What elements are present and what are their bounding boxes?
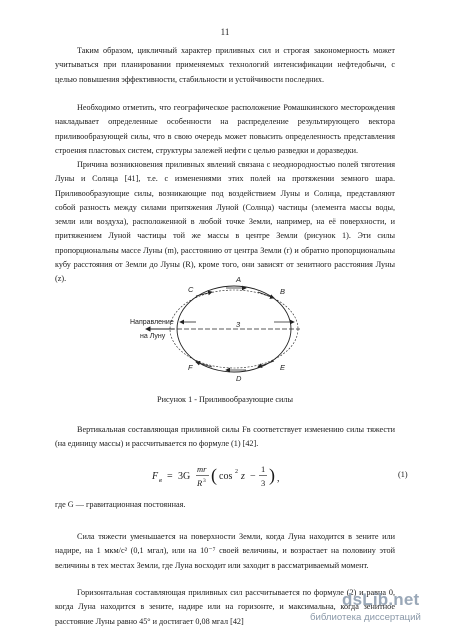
- formula-func-exp: 2: [235, 469, 238, 475]
- formula-frac-den: R: [197, 478, 203, 488]
- formula-func: cos: [219, 471, 233, 482]
- label-d: D: [236, 374, 242, 383]
- formula-minus-num: 1: [261, 464, 266, 474]
- paragraph-2: Необходимо отметить, что географическое расположение Ромашкинского месторождения накладывает определенные особенности на распределение результирующего вектора приливообразующей силы, что в свою очередь может повысить определенность представления строения пластовых систем, структуры залежей нефти с целью разведки и доразведки.: [55, 103, 395, 155]
- formula-lhs-sub: в: [159, 477, 162, 484]
- svg-text:,: ,: [277, 473, 280, 484]
- page-number: 11: [220, 27, 230, 37]
- formula-var: z: [241, 471, 245, 482]
- formula-frac-num: mr: [197, 464, 207, 474]
- label-e: E: [280, 363, 286, 372]
- label-f: F: [188, 363, 193, 372]
- watermark: [308, 590, 448, 634]
- formula-lhs: F: [152, 471, 159, 482]
- label-a: A: [236, 275, 242, 284]
- force-arrow-f: [196, 362, 212, 367]
- tidal-forces-figure: [130, 272, 315, 384]
- label-center: 3: [236, 320, 241, 329]
- paragraph-3: Причина возникновения приливных явлений связана с неоднородностью полей тяготения Луны и Солнца [41], т.е. с изменениями этих полей на протяжении земного шара. Приливообразующие силы, возникающие под воздействием Луны и Солнца, представляют собой разность между силами притяжения Луной (Солнца) частицы (элемента массы воды, земли или воздуха), расположенной в любой точке Земли, например, на её поверхности, и притяжением Луной частицы той же массы в центре Земли (рисунок 1). Эти силы пропорциональны массе Луны (m), расстоянию от центра Земли (r) и обратно пропорциональны кубу расстояния от Земли до Луны (R), кроме того, они зависят от зенитного расстояния Луны (z).: [55, 160, 395, 284]
- label-c: C: [188, 285, 194, 294]
- watermark-subtitle: библиотека диссертаций: [310, 612, 421, 623]
- formula-frac-den-exp: 3: [203, 478, 206, 484]
- formula-coef: 3G: [178, 471, 191, 482]
- formula-number: (1): [398, 470, 408, 479]
- formula-explanation: где G — гравитационная постоянная.: [55, 500, 186, 509]
- svg-text:(: (: [211, 465, 217, 485]
- direction-label-line2: на Луну: [140, 333, 166, 340]
- paragraph-5: Сила тяжести уменьшается на поверхности Земли, когда Луна находится в зените или надире, на 1 мкм/с² (0,1 мгал), или на 10⁻⁷ своей величины, и возрастает на половину этой величины в тех местах Земли, где Луна восходит или заходит в рассматриваемый момент.: [55, 532, 395, 570]
- svg-text:): ): [269, 465, 275, 485]
- formula-minus-den: 3: [261, 478, 266, 488]
- force-arrow-e: [258, 361, 274, 367]
- svg-text:=: =: [167, 471, 173, 482]
- paragraph-6: Горизонтальная составляющая приливных сил рассчитывается по формуле (2) и равна 0, когда Луна находится в зените, надире или на горизонте, и максимальна, когда зенитное расстояние Луны равно 45° и достигает 0,08 мгал [42]: [55, 588, 395, 626]
- label-b: B: [280, 287, 286, 296]
- watermark-logo: dsLib.net: [342, 590, 420, 609]
- figure-caption: Рисунок 1 - Приливообразующие силы: [157, 395, 293, 404]
- formula-1: [140, 458, 400, 492]
- svg-text:−: −: [250, 471, 256, 482]
- paragraph-4: Вертикальная составляющая приливной силы Fв соответствует изменению силы тяжести (на единицу массы) и рассчитывается по формуле (1) [42].: [55, 425, 395, 449]
- direction-label-line1: Направление: [130, 319, 174, 326]
- paragraph-1: Таким образом, цикличный характер приливных сил и строгая закономерность может учитываться при планировании применяемых технологий интенсификации нефтедобычи, с целью повышения эффективности, стабильности и устойчивости последних.: [55, 46, 395, 84]
